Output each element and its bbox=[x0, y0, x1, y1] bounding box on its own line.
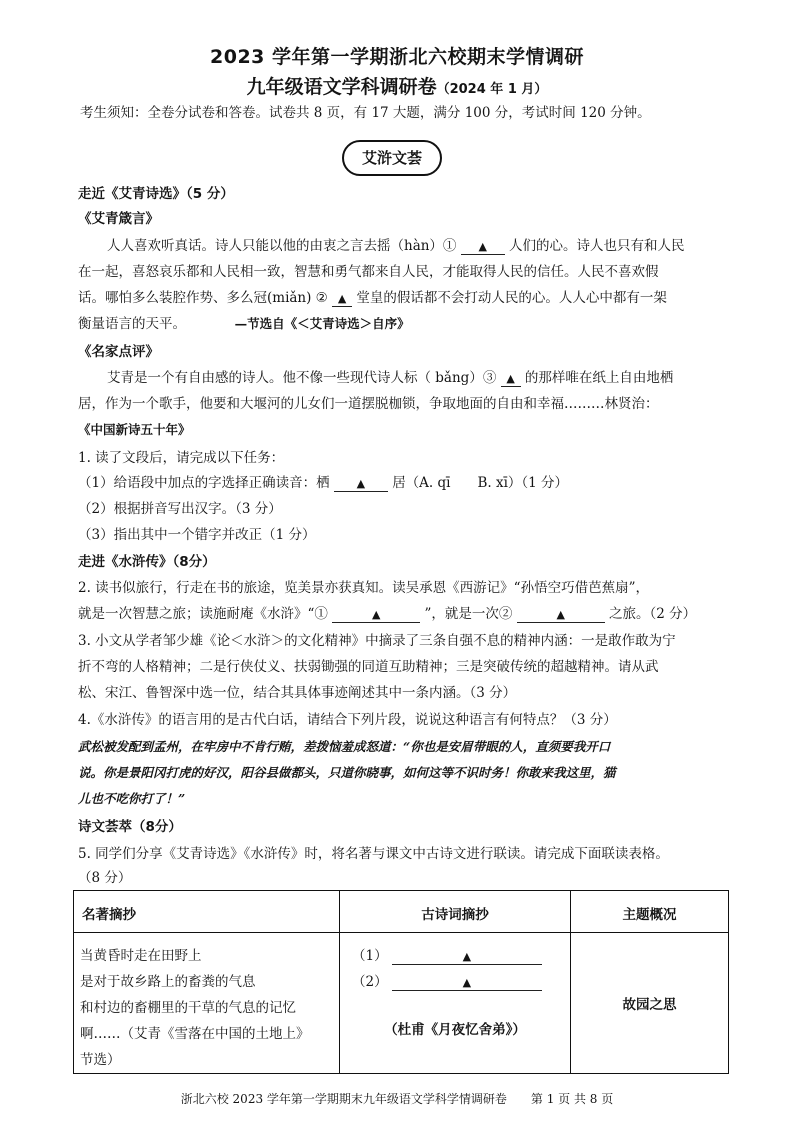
para1-line4 bbox=[78, 315, 410, 333]
poem-blank-label-1: （1） bbox=[352, 948, 388, 964]
question-3-line2: 折不弯的人格精神；二是行侠仗义、扶弱锄强的同道互助精神；三是突破传统的超越精神。请从武 bbox=[78, 659, 659, 675]
quote-line3: 儿也不吃你打了！” bbox=[78, 791, 186, 806]
table-row bbox=[74, 933, 729, 1074]
exam-subtitle bbox=[0, 72, 794, 99]
para2-line1 bbox=[107, 369, 673, 387]
question-4: 4.《水浒传》的语言用的是古代白话，请结合下列片段，说说这种语言有何特点？（3 分） bbox=[78, 712, 617, 728]
exam-subtitle-text: 九年级语文学科调研卷 bbox=[246, 76, 437, 98]
para1-source: —节选自《＜艾青诗选＞自序》 bbox=[234, 316, 410, 331]
para1-line2: 在一起，喜怒哀乐都和人民相一致，智慧和勇气都来自人民，才能取得人民的信任。人民不喜欢假 bbox=[78, 264, 659, 280]
poem-source: （杜甫《月夜忆舍弟》） bbox=[384, 1022, 526, 1038]
blank-1[interactable] bbox=[461, 239, 505, 255]
blank-marker: ▲ bbox=[462, 976, 472, 989]
question-2-line1: 2. 读书似旅行，行走在书的旅途，览美景亦获真知。读吴承恩《西游记》“孙悟空巧借芭蕉扇”， bbox=[78, 580, 649, 596]
exam-date: （2024 年 1 月） bbox=[436, 82, 548, 97]
excerpt-line: 和村边的畜棚里的干草的气息的记忆 bbox=[80, 1000, 296, 1016]
quote-line1: 武松被发配到孟州，在牢房中不肯行贿，差拨恼羞成怒道：“你也是安眉带眼的人，直须要我开口 bbox=[78, 739, 611, 754]
section1-sub2: 《名家点评》 bbox=[78, 344, 159, 360]
question-3-line1: 3. 小文从学者邹少雄《论＜水浒＞的文化精神》中摘录了三条自强不息的精神内涵：一是敢作敢为宁 bbox=[78, 633, 676, 649]
poem-cell bbox=[340, 933, 571, 1074]
question-2-d: 之旅。（2 分） bbox=[609, 606, 697, 622]
question-2-c: ”，就是一次② bbox=[424, 606, 513, 622]
section-banner: 艾浒文荟 bbox=[342, 140, 442, 176]
excerpt-line: 节选） bbox=[80, 1052, 121, 1068]
question-1-3: （3）指出其中一个错字并改正（1 分） bbox=[78, 527, 316, 543]
question-5-line1: 5. 同学们分享《艾青诗选》《水浒传》时，将名著与课文中古诗文进行联读。请完成下面联读表格。 bbox=[78, 846, 669, 862]
exam-title: 2023 学年第一学期浙北六校期末学情调研 bbox=[210, 46, 584, 68]
question-1-2: （2）根据拼音写出汉字。（3 分） bbox=[78, 501, 282, 517]
para1-line4-a: 衡量语言的天平。 bbox=[78, 316, 186, 332]
question-1-1-a: （1）给语段中加点的字选择正确读音：栖 bbox=[78, 475, 330, 491]
table-header-row bbox=[74, 891, 729, 933]
para1-line3-a: 话。哪怕多么装腔作势、多么冠(miǎn) ② bbox=[78, 290, 328, 306]
header-theme: 主题概况 bbox=[571, 891, 729, 933]
question-5-line2: （8 分） bbox=[78, 870, 132, 886]
section1-heading: 走近《艾青诗选》（5 分） bbox=[78, 186, 234, 202]
blank-marker: ▲ bbox=[478, 240, 487, 253]
excerpt-line: 当黄昏时走在田野上 bbox=[80, 948, 202, 964]
question-2-b: 就是一次智慧之旅；读施耐庵《水浒》“① bbox=[78, 606, 328, 622]
para2-line1-b: 的那样唯在纸上自由地栖 bbox=[524, 370, 674, 386]
para1-line1 bbox=[107, 237, 685, 255]
blank-marker: ▲ bbox=[556, 608, 565, 621]
question-1-1-b: 居（A. qī B. xī）（1 分） bbox=[392, 475, 569, 491]
question-1: 1. 读了文段后，请完成以下任务： bbox=[78, 450, 285, 466]
header-excerpt: 名著摘抄 bbox=[74, 891, 340, 933]
header-poem: 古诗词摘抄 bbox=[340, 891, 571, 933]
page-footer: 浙北六校 2023 学年第一学期期末九年级语文学科学情调研卷 第 1 页 共 8 页 bbox=[180, 1092, 614, 1106]
poem-blank-label-2: （2） bbox=[352, 974, 388, 990]
blank-marker: ▲ bbox=[337, 292, 347, 305]
para1-line3 bbox=[78, 289, 667, 307]
section1-sub1: 《艾青箴言》 bbox=[78, 211, 159, 227]
poem-blank-line-1 bbox=[352, 943, 570, 969]
para2-source: 《中国新诗五十年》 bbox=[78, 422, 191, 437]
poem-blank-1[interactable] bbox=[392, 949, 542, 965]
answer-blank-1-1[interactable] bbox=[334, 476, 388, 492]
blank-2[interactable] bbox=[332, 291, 352, 307]
para2-line1-a: 艾青是一个有自由感的诗人。他不像一些现代诗人标（ bǎng）③ bbox=[107, 370, 497, 386]
excerpt-line: 是对于故乡路上的畜粪的气息 bbox=[80, 974, 256, 990]
para1-line1-b: 人们的心。诗人也只有和人民 bbox=[509, 238, 685, 254]
question-2-line2 bbox=[78, 605, 696, 623]
para1-line1-a: 人人喜欢听真话。诗人只能以他的由衷之言去摇（hàn）① bbox=[107, 238, 457, 254]
excerpt-line: 啊……（艾青《雪落在中国的土地上》 bbox=[80, 1026, 310, 1042]
poem-blank-line-2 bbox=[352, 969, 570, 995]
exam-notice: 考生须知：全卷分试卷和答卷。试卷共 8 页，有 17 大题，满分 100 分，考试时间 120 分钟。 bbox=[80, 105, 651, 121]
reading-table bbox=[73, 890, 729, 1074]
poem-blank-2[interactable] bbox=[392, 975, 542, 991]
blank-marker: ▲ bbox=[462, 950, 472, 963]
answer-blank-2-1[interactable] bbox=[332, 607, 420, 623]
quote-line2: 说。你是景阳冈打虎的好汉，阳谷县做都头，只道你晓事，如何这等不识时务！你敢来我这里，猫 bbox=[78, 765, 616, 780]
blank-marker: ▲ bbox=[356, 477, 366, 490]
excerpt-cell bbox=[74, 933, 340, 1074]
theme-cell: 故园之思 bbox=[571, 933, 729, 1074]
question-3-line3: 松、宋江、鲁智深中选一位，结合其具体事迹阐述其中一条内涵。（3 分） bbox=[78, 685, 517, 701]
para2-line2: 居，作为一个歌手，他要和大堰河的儿女们一道摆脱枷锁，争取地面的自由和幸福………林贤治： bbox=[78, 396, 659, 412]
section3-heading: 诗文荟萃（8分） bbox=[78, 819, 182, 835]
blank-3[interactable] bbox=[501, 371, 521, 387]
answer-blank-2-2[interactable] bbox=[517, 607, 605, 623]
para1-line3-b: 堂皇的假话都不会打动人民的心。人人心中都有一架 bbox=[356, 290, 667, 306]
section2-heading: 走进《水浒传》（8分） bbox=[78, 554, 216, 570]
blank-marker: ▲ bbox=[371, 608, 381, 621]
question-1-1 bbox=[78, 474, 568, 492]
blank-marker: ▲ bbox=[506, 372, 515, 385]
